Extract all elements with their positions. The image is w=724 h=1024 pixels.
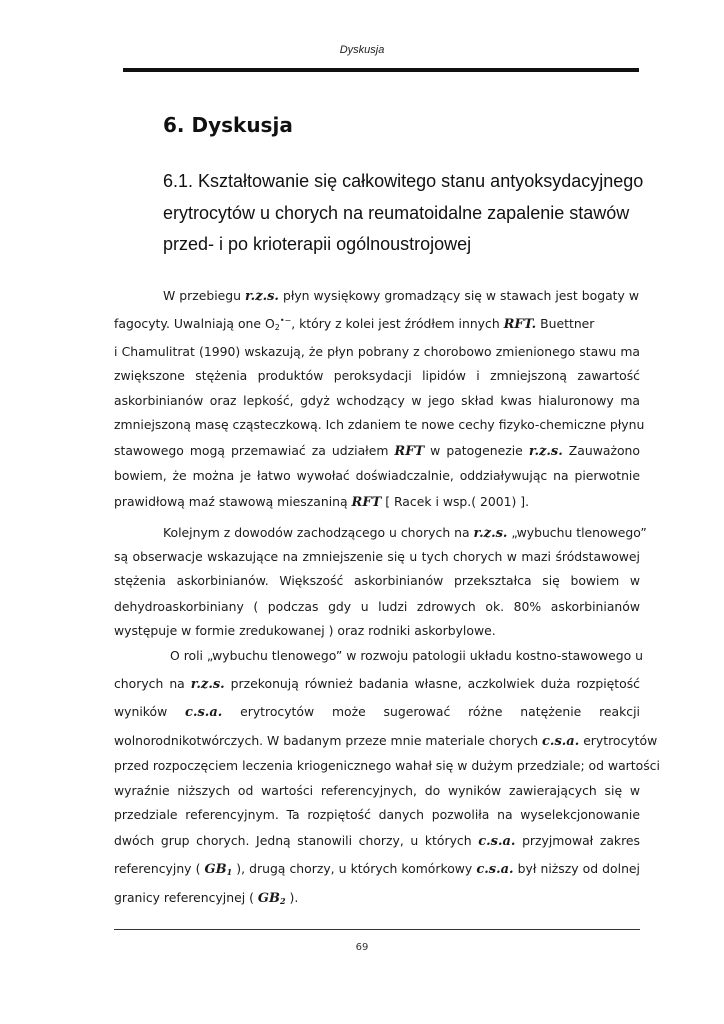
paragraph-1-line: zmniejszoną masę cząsteczkową. Ich zdaniem te nowe cechy fizyko-chemiczne płynu: [114, 417, 645, 432]
text-run: erytrocytów może sugerować różne natężenie reakcji: [222, 704, 640, 719]
text-run: w patogenezie: [424, 443, 529, 458]
abbr-rft: RFT: [351, 495, 382, 510]
paragraph-1-line: [163, 285, 639, 307]
paragraph-2-line: występuje w formie zredukowanej ) oraz rodniki askorbylowe.: [114, 623, 496, 638]
text-run: granicy referencyjnej (: [114, 890, 258, 905]
paragraph-1-line: i Chamulitrat (1990) wskazują, że płyn pobrany z chorobowo zmienionego stawu ma: [114, 344, 640, 359]
abbr-csa: c.s.a.: [542, 734, 580, 749]
paragraph-1-line: bowiem, że można je łatwo wywołać doświadczalnie, oddziaływując na pierwotnie: [114, 468, 640, 483]
text-run: W przebiegu: [163, 288, 246, 303]
text-run: był niższy od dolnej: [513, 861, 640, 876]
text-run: Kolejnym z dowodów zachodzącego u chorych na: [163, 525, 474, 540]
running-header: Dyskusja: [339, 44, 385, 56]
paragraph-1-line: [114, 491, 640, 513]
text-run: erytrocytów: [579, 733, 658, 748]
abbr-csa: c.s.a.: [476, 862, 514, 877]
abbr-rft: RFT.: [503, 317, 537, 332]
abbr-gb1: [205, 862, 233, 877]
paragraph-3-line: [114, 701, 640, 723]
paragraph-2-line: stężenia askorbinianów. Większość askorbinianów przekształca się bowiem w: [114, 573, 640, 588]
paragraph-3-line: [114, 858, 640, 880]
abbr-rzs: r.z.s.: [473, 526, 508, 541]
abbr-rzs: r.z.s.: [245, 289, 279, 304]
paragraph-3-line: przedziale referencyjnym. Ta rozpiętość danych pozwoliła na wyselekcjonowanie: [114, 807, 640, 822]
text-run: chorych na: [114, 676, 191, 691]
footer-rule: [114, 929, 640, 930]
paragraph-1-line: askorbinianów oraz lepkość, gdyż wchodzący w jego skład kwas hialuronowy ma: [114, 393, 640, 408]
abbr-gb2: [258, 891, 286, 906]
text-run: O: [264, 316, 275, 331]
text-run: GB: [257, 891, 280, 906]
paragraph-3-line: [114, 887, 640, 909]
section-title-line-2: erytrocytów u chorych na reumatoidalne zapalenie stawów: [163, 203, 630, 223]
abbr-csa: c.s.a.: [185, 705, 223, 720]
paragraph-3-line: [114, 673, 640, 695]
chapter-title: 6. Dyskusja: [163, 113, 293, 137]
paragraph-3-line: przed rozpoczęciem leczenia kriogenicznego wahał się w dużym przedziale; od wartości: [114, 758, 660, 773]
text-run: GB: [204, 862, 227, 877]
paragraph-3-line: [114, 730, 658, 752]
text-run: •−: [279, 316, 292, 325]
paragraph-2-line: dehydroaskorbiniany ( podczas gdy u ludzi zdrowych ok. 80% askorbinianów: [114, 599, 640, 614]
text-run: przekonują również badania własne, aczkolwiek duża rozpiętość: [224, 676, 640, 691]
text-run: 1: [226, 867, 233, 877]
paragraph-1-line: [114, 313, 640, 335]
paragraph-1-line: [114, 440, 640, 462]
o2-formula: [265, 316, 291, 331]
text-run: wyników: [114, 704, 186, 719]
paragraph-1-line: zwiększone stężenia produktów peroksydacji lipidów i zmniejszoną zawartość: [114, 368, 640, 383]
text-run: referencyjny (: [114, 861, 205, 876]
text-run: płyn wysiękowy gromadzący się w stawach jest bogaty w: [278, 288, 639, 303]
text-run: ), drugą chorzy, u których komórkowy: [232, 861, 477, 876]
text-run: [ Racek i wsp.( 2001) ].: [381, 494, 530, 509]
text-run: fagocyty. Uwalniają one: [114, 316, 265, 331]
abbr-rzs: r.z.s.: [190, 677, 225, 692]
abbr-rzs: r.z.s.: [528, 444, 563, 459]
paragraph-3-line: O roli „wybuchu tlenowego” w rozwoju patologii układu kostno-stawowego u: [170, 648, 643, 663]
text-run: 2: [274, 323, 280, 332]
text-run: , który z kolei jest źródłem innych: [291, 316, 504, 331]
text-run: wolnorodnikotwórczych. W badanym przeze mnie materiale chorych: [114, 733, 542, 748]
text-run: Zauważono: [562, 443, 640, 458]
text-run: prawidłową maź stawową mieszaniną: [114, 494, 352, 509]
text-run: stawowego mogą przemawiać za udziałem: [114, 443, 395, 458]
paragraph-2-line: są obserwacje wskazujące na zmniejszenie się u tych chorych w mazi śródstawowej: [114, 549, 640, 564]
section-title-line-3: przed- i po krioterapii ogólnoustrojowej: [163, 234, 472, 254]
text-run: ).: [285, 890, 299, 905]
paragraph-2-line: [163, 522, 647, 544]
text-run: przyjmował zakres: [515, 833, 640, 848]
abbr-csa: c.s.a.: [478, 834, 516, 849]
text-run: 2: [279, 896, 286, 906]
abbr-rft: RFT: [394, 444, 425, 459]
section-title-line-1: 6.1. Kształtowanie się całkowitego stanu antyoksydacyjnego: [163, 171, 644, 191]
paragraph-3-line: [114, 830, 640, 852]
text-run: Buettner: [536, 316, 595, 331]
text-run: „wybuchu tlenowego”: [507, 525, 647, 540]
page-number: 69: [355, 942, 369, 953]
header-rule: [123, 68, 639, 72]
text-run: dwóch grup chorych. Jedną stanowili chorzy, u których: [114, 833, 479, 848]
paragraph-3-line: wyraźnie niższych od wartości referencyjnych, do wyników zawierających się w: [114, 783, 640, 798]
